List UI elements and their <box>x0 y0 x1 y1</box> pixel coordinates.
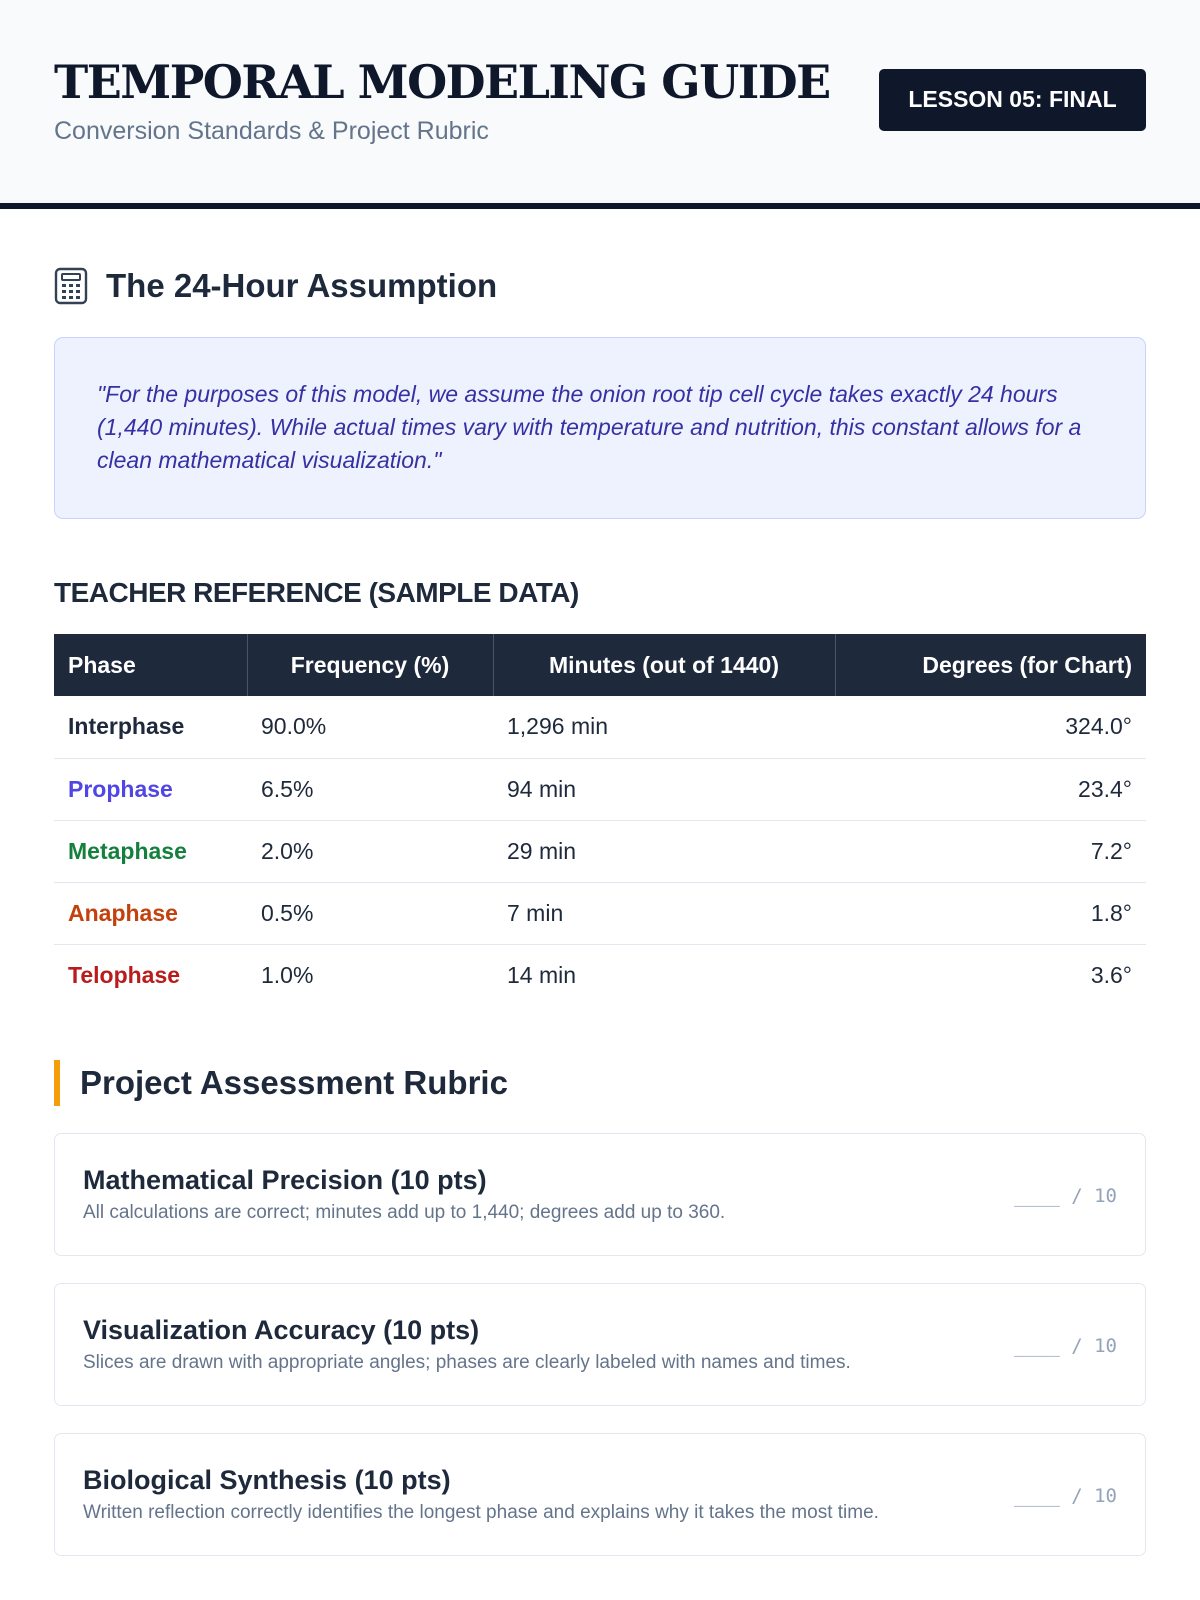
score-field: ____ / 10 <box>1014 1484 1117 1507</box>
column-header-phase: Phase <box>54 634 247 696</box>
reference-title: TEACHER REFERENCE (SAMPLE DATA) <box>54 577 579 608</box>
title-block <box>54 54 830 147</box>
degrees-cell: 23.4° <box>835 758 1146 820</box>
table-row <box>54 758 1146 820</box>
rubric-criterion-title: Biological Synthesis (10 pts) <box>83 1465 451 1495</box>
frequency-cell: 90.0% <box>247 696 493 758</box>
rubric-criterion-description: Slices are drawn with appropriate angles; phases are clearly labeled with names and times. <box>83 1352 851 1373</box>
table-header-row <box>54 634 1146 696</box>
degrees-cell: 7.2° <box>835 820 1146 882</box>
minutes-cell: 14 min <box>507 961 577 988</box>
rubric-criterion-title: Mathematical Precision (10 pts) <box>83 1165 487 1195</box>
phase-cell: Interphase <box>54 696 247 758</box>
degrees-cell: 3.6° <box>1090 961 1132 988</box>
degrees-cell: 324.0° <box>835 696 1146 758</box>
frequency-cell: 1.0% <box>261 961 314 988</box>
table-row <box>54 696 1146 758</box>
table-row <box>54 820 1146 882</box>
score-field: ____ / 10 <box>1014 1184 1117 1207</box>
rubric-title: Project Assessment Rubric <box>80 1064 508 1101</box>
assumption-heading <box>54 267 1146 305</box>
column-header-degrees: Degrees (for Chart) <box>835 634 1146 696</box>
phase-cell: Metaphase <box>54 820 247 882</box>
score-field: ____ / 10 <box>1014 1334 1117 1357</box>
rubric-card-text <box>83 1165 725 1224</box>
rubric-criterion-description: Written reflection correctly identifies the longest phase and explains why it takes the most time. <box>83 1502 879 1523</box>
table-row <box>54 944 1146 1006</box>
degrees-cell: 1.8° <box>835 882 1146 944</box>
minutes-cell: 7 min <box>493 882 835 944</box>
phase-cell: Anaphase <box>54 882 247 944</box>
column-header-minutes: Minutes (out of 1440) <box>493 634 835 696</box>
page-header <box>0 0 1200 209</box>
minutes-cell: 94 min <box>493 758 835 820</box>
rubric-criterion-description: All calculations are correct; minutes add up to 1,440; degrees add up to 360. <box>83 1202 726 1223</box>
assumption-quote: "For the purposes of this model, we assume the onion root tip cell cycle takes exactly 24 hours (1,440 minutes). While actual times vary with temperature and nutrition, this constant allows for a clean mathematical visualization." <box>97 381 1082 473</box>
frequency-cell: 6.5% <box>247 758 493 820</box>
assumption-title: The 24-Hour Assumption <box>106 267 498 304</box>
frequency-cell: 0.5% <box>247 882 493 944</box>
rubric-card-text <box>83 1315 851 1374</box>
assumption-quote-box <box>54 337 1146 519</box>
minutes-cell: 1,296 min <box>493 696 835 758</box>
rubric-heading <box>54 1060 1146 1106</box>
lesson-badge: LESSON 05: FINAL <box>879 69 1146 131</box>
main-content <box>0 267 1200 1556</box>
rubric-card-text <box>83 1465 879 1524</box>
minutes-cell: 29 min <box>493 820 835 882</box>
phase-cell: Telophase <box>68 961 181 988</box>
calculator-icon <box>54 267 88 305</box>
phase-cell: Prophase <box>54 758 247 820</box>
rubric-card <box>54 1433 1146 1556</box>
page-title: TEMPORAL MODELING GUIDE <box>54 54 830 109</box>
rubric-card <box>54 1283 1146 1406</box>
table-row <box>54 882 1146 944</box>
rubric-criterion-title: Visualization Accuracy (10 pts) <box>83 1315 480 1345</box>
rubric-card <box>54 1133 1146 1256</box>
column-header-frequency: Frequency (%) <box>247 634 493 696</box>
rubric-accent-bar <box>54 1060 60 1106</box>
page-subtitle: Conversion Standards & Project Rubric <box>54 117 489 146</box>
frequency-cell: 2.0% <box>247 820 493 882</box>
reference-table <box>54 634 1146 1006</box>
